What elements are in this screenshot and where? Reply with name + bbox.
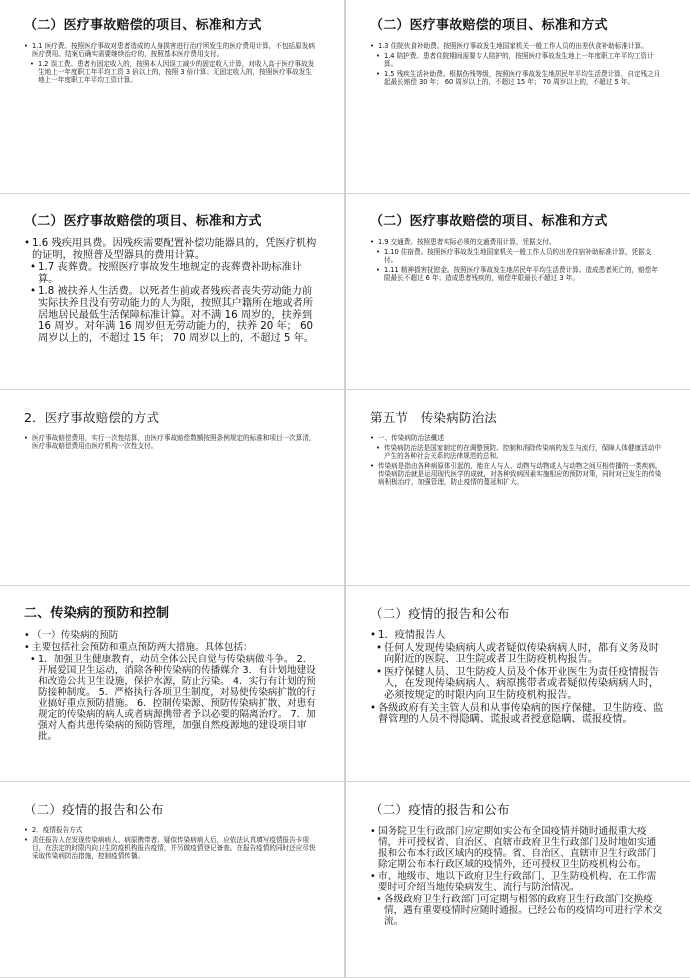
- bullet: • 各级政府有关主管人员和从事传染病的医疗保健、卫生防疫、监督管理的人员不得隐瞒、谎报或者授意隐瞒、谎报疫情。: [370, 703, 664, 726]
- bullet: • 1.7 丧葬费。按照医疗事故发生地规定的丧葬费补助标准计算。: [24, 262, 318, 285]
- bullet: • 一、传染病防治法概述: [370, 434, 664, 442]
- bullet: • 1．加强卫生健康教育，动员全体公民自觉与传染病做斗争。 2．开展爱国卫生运动，消除各种传染病的传播媒介 3．有计划地建设和改造公共卫生设施，保护水源，防止污染。 4．实行有计划的预防接种制度。 5．严格执行各项卫生制度，对易使传染病扩散的行业搞好重点预防措施。 6．控制传染源、预防传染病扩散、对患有规定的传染病的病人或者病源携带者予以必要的隔离治疗。 7．加强对人畜共患传染病的预防管理，加强自然疫源地的建设项目审批。: [24, 654, 318, 742]
- bullet: • 1.4 陪护费。患者住院期间需要专人陪护的，按照医疗事故发生地上一年度职工年平均工资计算。: [370, 52, 664, 68]
- slide-title: （二）疫情的报告和公布: [370, 802, 510, 817]
- bullet: • 1.6 残疾用具费。因残疾需要配置补偿功能器具的，凭医疗机构的证明，按照普及型器具的费用计算。: [24, 238, 318, 261]
- bullet: • 1.11 精神损害抚慰金。按照医疗事故发生地居民年平均生活费计算。造成患者死亡的，赔偿年限最长不超过 6 年；造成患者残疾的，赔偿年限最长不超过 3 年。: [370, 266, 664, 282]
- slide-title: 二、传染病的预防和控制: [24, 606, 170, 621]
- slide-title: （二）疫情的报告和公布: [370, 606, 510, 621]
- bullet: • 2．疫情报告方式: [24, 826, 318, 834]
- slide-4[interactable]: [346, 196, 690, 390]
- bullet: • 1.8 被扶养人生活费。以死者生前或者残疾者丧失劳动能力前实际扶养且没有劳动能力的人为限，按照其户籍所在地或者所居地居民最低生活保障标准计算。对不满 16 周岁的，扶养到 16 周岁。对年满 16 周岁但无劳动能力的，扶养 20 年； 60 周岁以上的，不超过 15 年； 70 周岁以上的，不超过 5 年。: [24, 286, 318, 344]
- bullet: • 传染病防治法是国家制定的在调整预防、控制和消除传染病的发生与流行，保障人体健康活动中产生的各种社会关系的法律规范的总和。: [370, 444, 664, 460]
- slide-title: （二）医疗事故赔偿的项目、标准和方式: [24, 18, 262, 33]
- bullet: • 国务院卫生行政部门应定期如实公布全国疫情并随时通报重大疫情，并可授权省、自治区、直辖市政府卫生行政部门及时地如实通报和公布本行政区域内的疫情。省、自治区、直辖市卫生行政部门除定期公布本行政区域的疫情外，还可授权卫生防疫机构公布。: [370, 826, 664, 870]
- bullet: • 各级政府卫生行政部门可定期与相邻的政府卫生行政部门交换疫情，遇有重要疫情时应随时通报。已经公布的疫情均可进行学术交流。: [370, 894, 664, 927]
- slide-title: （二）医疗事故赔偿的项目、标准和方式: [370, 18, 608, 33]
- slide-1[interactable]: [0, 0, 344, 194]
- slide-5[interactable]: [0, 392, 344, 586]
- bullet: • 1.2 误工费。患者有固定收入的，按照本人因误工减少的固定收入计算，对收入高于医疗事故发生地上一年度职工年平均工资 3 倍以上的，按照 3 倍计算；无固定收入的，按照医疗事故发生地上一年度职工年平均工资计算。: [24, 60, 318, 84]
- bullet: • 1.5 残疾生活补助费。根据伤残等级，按照医疗事故发生地居民年平均生活费计算，自定残之月起最长赔偿 30 年； 60 周岁以上的，不超过 15 年； 70 周岁以上的，不超过 5 年。: [370, 70, 664, 86]
- bullet: • 传染病是指由各种病原体引起的，能在人与人、动物与动物或人与动物之间互相传播的一类疾病。传染病防治就是运用现代医学的成就，对各种致病因素实施相应的预防对策，同时对已发生的传染病积极治疗，加强管理，防止疫情的蔓延和扩大。: [370, 462, 664, 486]
- slide-title: （二）疫情的报告和公布: [24, 802, 164, 817]
- bullet: • 责任报告人在发现传染病病人、病原携带者、疑似传染病病人后，应依法认真填写疫情报告卡项目，在法定的时限内向卫生防疫机构报告疫情，并另做疫情登记备查。在报告疫情的同时还应尽快采取传染病防治措施，控制疫情传播。: [24, 836, 318, 860]
- slide-7[interactable]: [0, 588, 344, 782]
- slide-title: （二）医疗事故赔偿的项目、标准和方式: [370, 214, 608, 229]
- slide-title: （二）医疗事故赔偿的项目、标准和方式: [24, 214, 262, 229]
- slide-title: 2．医疗事故赔偿的方式: [24, 410, 160, 425]
- slide-3[interactable]: [0, 196, 344, 390]
- bullet: • 医疗事故赔偿费用，实行一次性结算，由医疗事故赔偿数额按照条例规定的标准和项目一次算清，医疗事故赔偿费用由医疗机构一次性支付。: [24, 434, 318, 450]
- bullet: • 市、地级市、地以下政府卫生行政部门、卫生防疫机构、在工作需要时可介绍当地传染病发生、流行与防治情况。: [370, 871, 664, 893]
- slide-10[interactable]: [346, 784, 690, 978]
- slide-9[interactable]: [0, 784, 344, 978]
- bullet: • 1.1 医疗费。按照医疗事故对患者造成的人身损害进行治疗所发生的医疗费用计算，不包括原发病医疗费用。结案后确实需要继续治疗的，按照基本医疗费用支付。: [24, 42, 318, 58]
- slide-6[interactable]: [346, 392, 690, 586]
- slide-2[interactable]: [346, 0, 690, 194]
- bullet: • 医疗保健人员、卫生防疫人员及个体开业医生为责任疫情报告人，在发现传染病病人、病原携带者或者疑似传染病病人时，必须按规定的时限内向卫生防疫机构报告。: [370, 667, 664, 702]
- bullet: • 主要包括社会预防和重点预防两大措施。具体包括：: [24, 642, 318, 653]
- slide-8[interactable]: [346, 588, 690, 782]
- bullet: • 任何人发现传染病病人或者疑似传染病病人时，都有义务及时向附近的医院、卫生院或者卫生防疫机构报告。: [370, 643, 664, 666]
- bullet: • 1．疫情报告人: [370, 630, 664, 642]
- bullet: • （一）传染病的预防: [24, 630, 318, 641]
- bullet: • 1.3 住院伙食补助费。按照医疗事故发生地国家机关一般工作人员的出差伙食补助标准计算。: [370, 42, 664, 50]
- bullet: • 1.10 住宿费。按照医疗事故发生地国家机关一般工作人员的出差住宿补助标准计算，凭据支付。: [370, 248, 664, 264]
- slide-title: 第五节 传染病防治法: [370, 410, 498, 425]
- bullet: • 1.9 交通费。按照患者实际必须的交通费用计算，凭据支付。: [370, 238, 664, 246]
